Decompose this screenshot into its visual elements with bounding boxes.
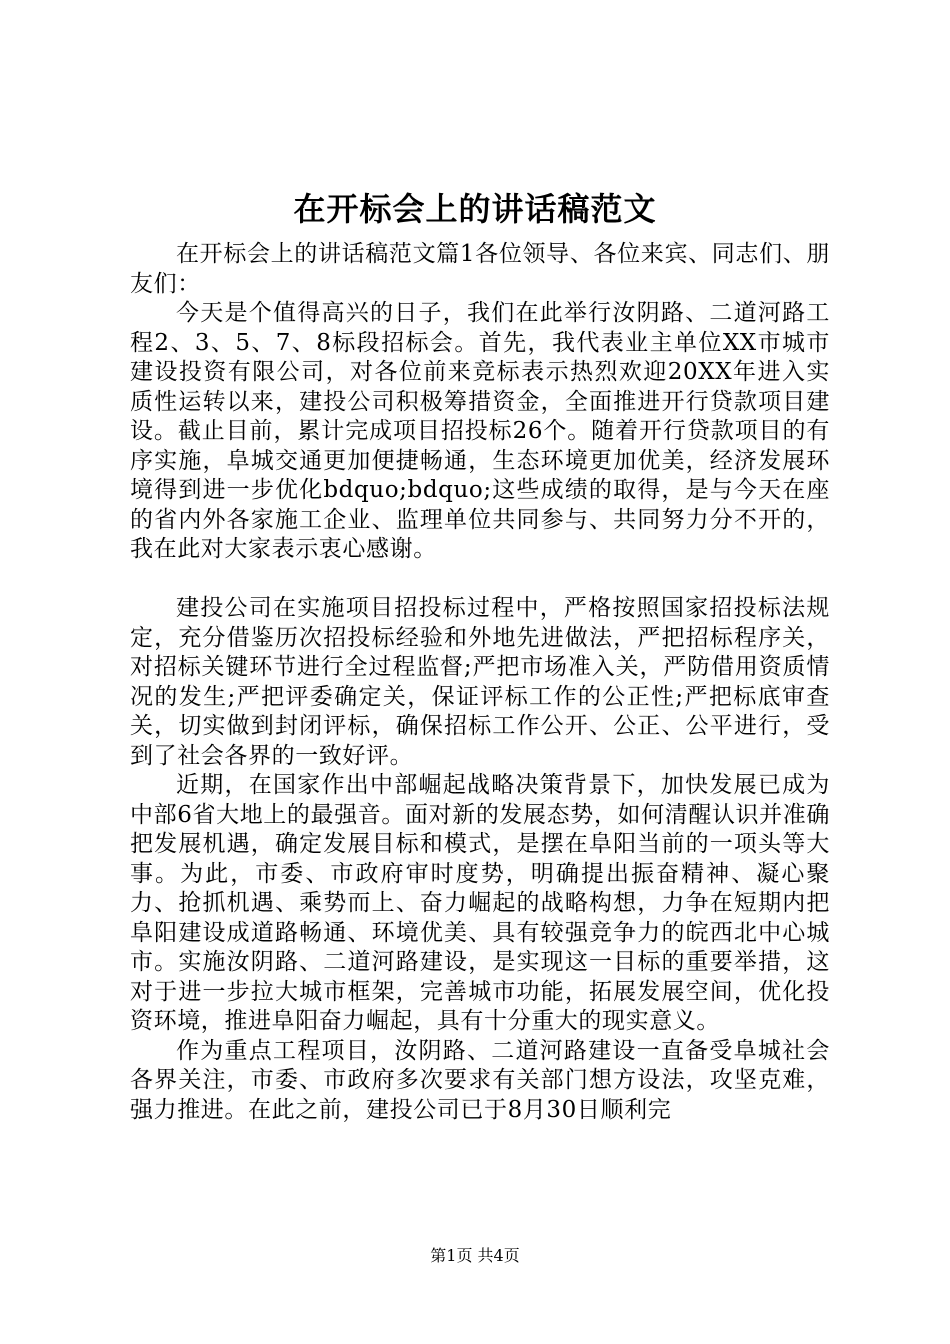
page-number: 第1页 共4页 xyxy=(430,1246,520,1265)
paragraph-key-project: 作为重点工程项目，汝阴路、二道河路建设一直备受阜城社会各界关注，市委、市政府多次要求有关部门想方设法，攻坚克难，强力推进。在此之前，建投公司已于8月30日顺利完 xyxy=(130,1037,830,1123)
paragraph-welcome: 今天是个值得高兴的日子，我们在此举行汝阴路、二道河路工程2、3、5、7、8标段招标会。首先，我代表业主单位XX市城市建设投资有限公司，对各位前来竞标表示热烈欢迎20XX年进入实质性运转以来，建投公司积极筹措资金，全面推进开行贷款项目建设。截止目前，累计完成项目招投标26个。随着开行贷款项目的有序实施，阜城交通更加便捷畅通，生态环境更加优美，经济发展环境得到进一步优化bdquo;bdquo;这些成绩的取得，是与今天在座的省内外各家施工企业、监理单位共同参与、共同努力分不开的，我在此对大家表示衷心感谢。 xyxy=(130,300,830,562)
paragraph-development-strategy: 近期，在国家作出中部崛起战略决策背景下，加快发展已成为中部6省大地上的最强音。面对新的发展态势，如何清醒认识并准确把发展机遇，确定发展目标和模式，是摆在阜阳当前的一项头等大事。为此，市委、市政府审时度势，明确提出振奋精神、凝心聚力、抢抓机遇、乘势而上、奋力崛起的战略构想，力争在短期内把阜阳建设成道路畅通、环境优美、具有较强竞争力的皖西北中心城市。实施汝阴路、二道河路建设，是实现这一目标的重要举措，这对于进一步拉大城市框架，完善城市功能，拓展发展空间，优化投资环境，推进阜阳奋力崛起，具有十分重大的现实意义。 xyxy=(130,772,830,1034)
paragraph-bidding-process: 建投公司在实施项目招投标过程中，严格按照国家招投标法规定，充分借鉴历次招投标经验和外地先进做法，严把招标程序关，对招标关键环节进行全过程监督;严把市场准入关，严防借用资质情况的发生;严把评委确定关，保证评标工作的公正性;严把标底审查关，切实做到封闭评标，确保招标工作公开、公正、公平进行，受到了社会各界的一致好评。 xyxy=(130,595,830,769)
document-body xyxy=(130,240,830,1125)
paragraph-spacer xyxy=(130,565,830,595)
document-title: 在开标会上的讲话稿范文 xyxy=(293,190,657,228)
paragraph-opening: 在开标会上的讲话稿范文篇1各位领导、各位来宾、同志们、朋友们： xyxy=(130,241,830,297)
